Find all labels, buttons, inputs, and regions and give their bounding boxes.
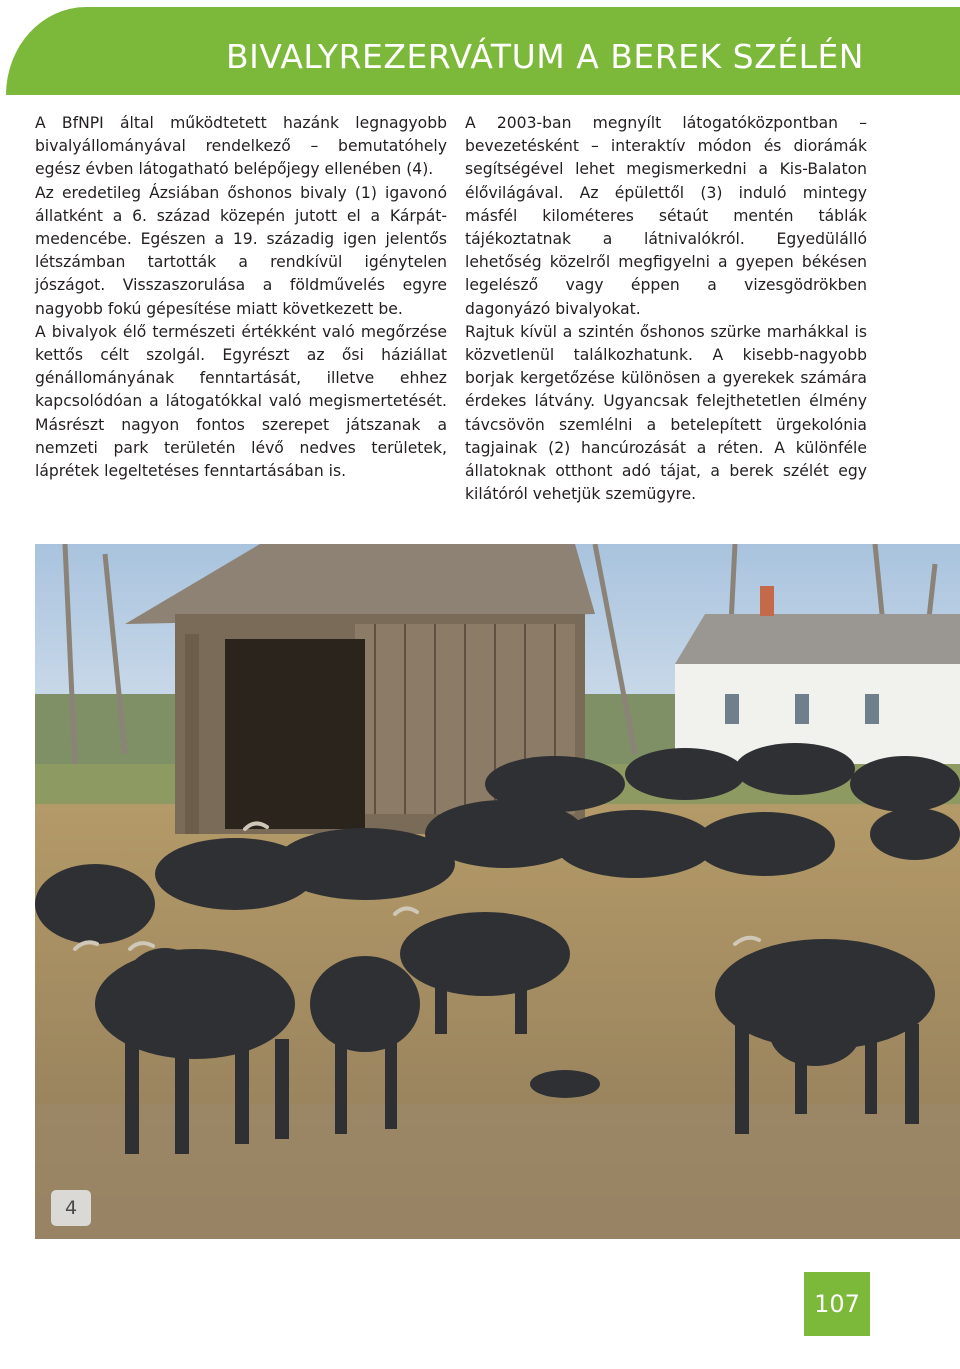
buffalo-herd-photo [35, 544, 960, 1239]
page-title: BIVALYREZERVÁTUM A BEREK SZÉLÉN [226, 37, 864, 76]
left-text-column [35, 112, 447, 483]
paragraph-intro: A BfNPI által működtetett hazánk legnagyobb bivalyállományával rendelkező – bemutatóhely egész évben látogatható belépőjegy ellenében (4). [35, 114, 447, 179]
paragraph-conservation: A bivalyok élő természeti értékként való megőrzése kettős célt szolgál. Egyrészt az ősi háziállat génállományának fenntartását, illetve ehhez kapcsolódóan a látogatókkal való megismertetését. Másrészt nagyon fontos szerepet játszanak a nemzeti park területén lévő nedves területek, láprétek legeltetéses fenntartásában is. [35, 322, 447, 481]
page-number: 107 [804, 1272, 870, 1336]
paragraph-visitor-center: A 2003-ban megnyílt látogatóközpontban – bevezetésként – interaktív módon és diorámák segítségével lehet megismerkedni a Kis-Balaton élővilágával. Az épülettől (3) induló mintegy másfél kilométeres sétaút mentén táblák tájékoztatnak a látnivalókról. Egyedülálló lehetőség közelről megfigyelni a gyepen békésen legelésző vagy éppen a vizesgödrökben dagonyázó bivalyokat. [465, 114, 867, 318]
title-banner [6, 7, 960, 95]
right-text-column [465, 112, 867, 506]
inner-page-number-badge: 4 [51, 1190, 91, 1226]
paragraph-history: Az eredetileg Ázsiában őshonos bivaly (1) igavonó állatként a 6. század közepén jutott el a Kárpát-medencébe. Egészen a 19. századig igen jelentős létszámban tartották a rendkívül igénytelen jószágot. Visszaszorulása a földművelés egyre nagyobb fokú gépesítése miatt következett be. [35, 183, 447, 318]
paragraph-other-animals: Rajtuk kívül a szintén őshonos szürke marhákkal is közvetlenül találkozhatunk. A kisebb-nagyobb borjak kergetőzése különösen a gyerekek számára érdekes látvány. Ugyancsak felejthetetlen élmény távcsövön szemlélni a betelepített ürgekolónia tagjainak (2) hancúrozását a réten. A különféle állatoknak otthont adó tájat, a berek szélét egy kilátóról vehetjük szemügyre. [465, 322, 867, 504]
